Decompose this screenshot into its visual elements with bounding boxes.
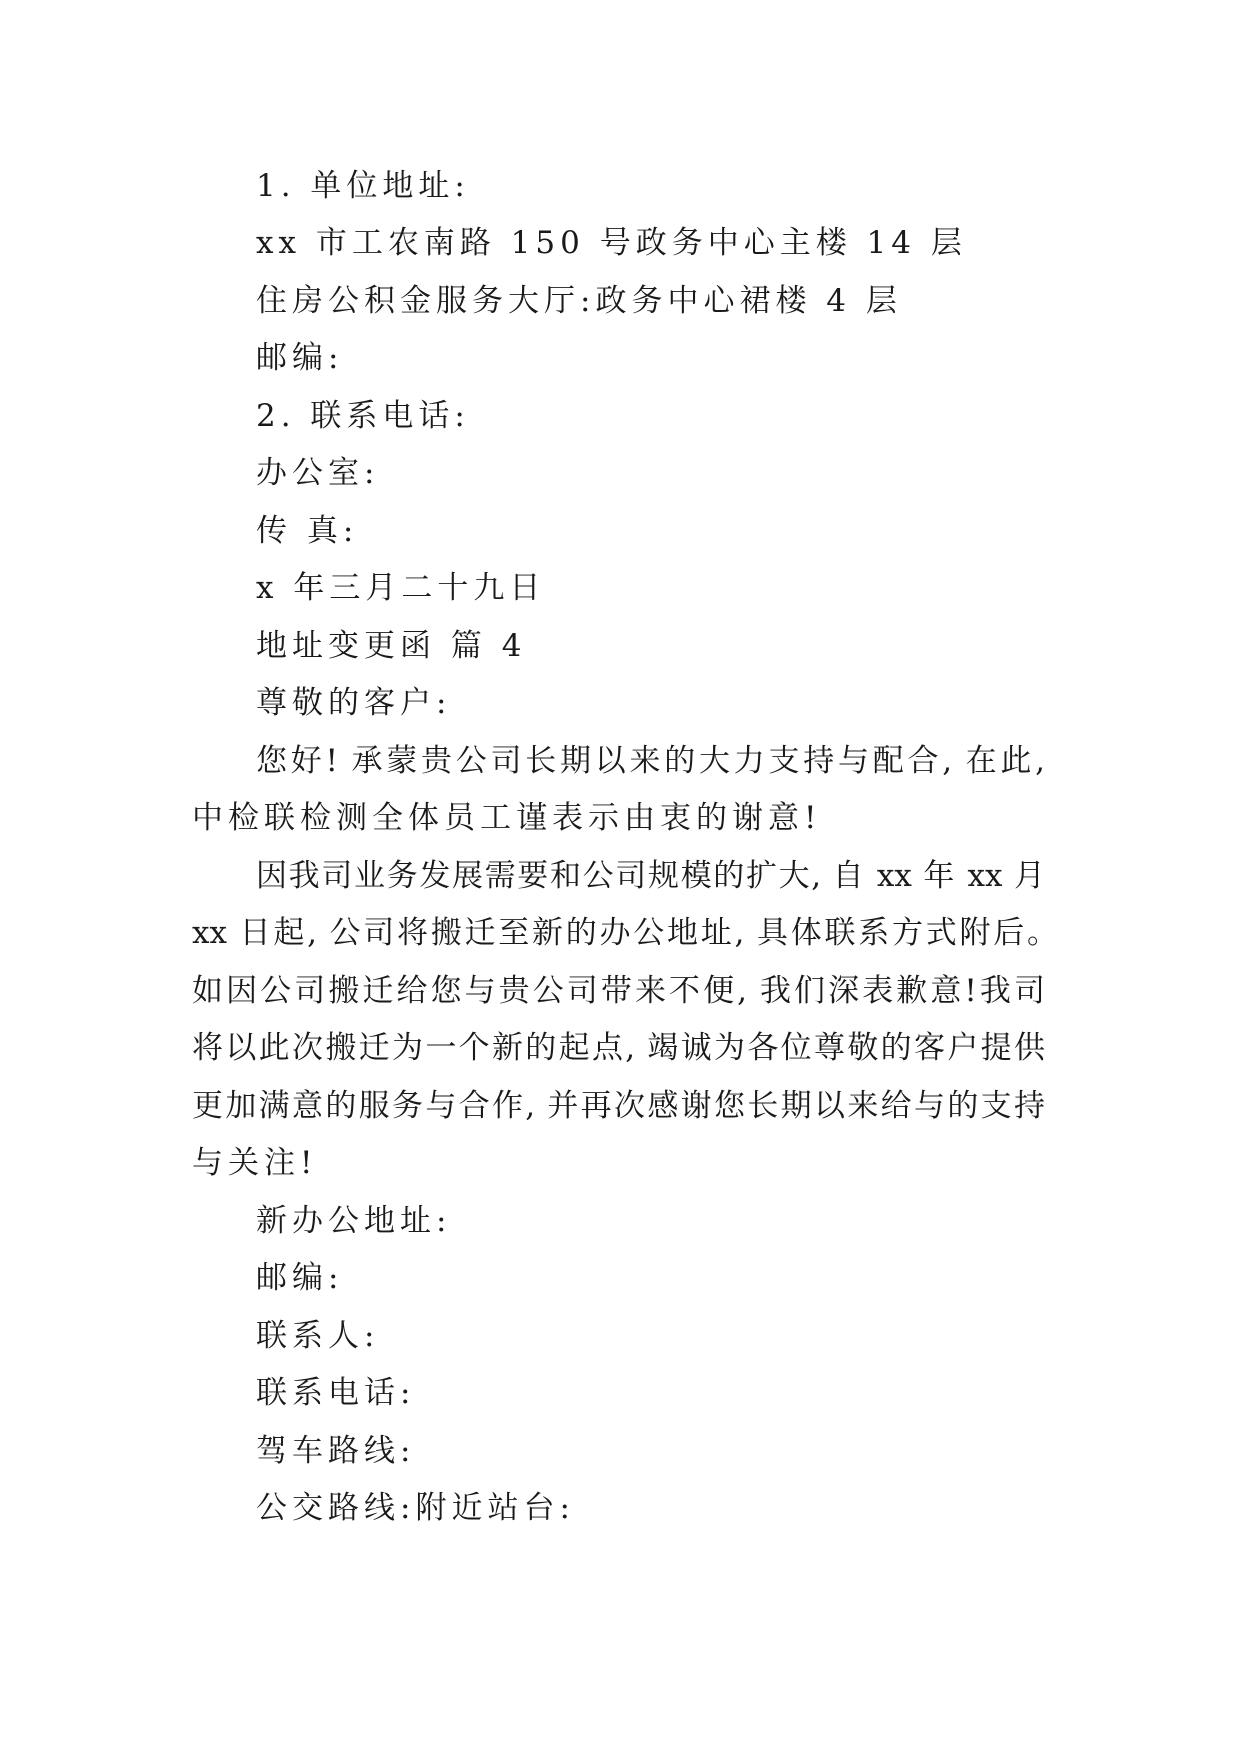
paragraph-line: 与关注! [192, 1145, 318, 1181]
contact-phone-label: 联系电话: [256, 1375, 416, 1411]
address-service-hall: 住房公积金服务大厅:政务中心裙楼 4 层 [256, 283, 902, 319]
address-main: xx 市工农南路 150 号政务中心主楼 14 层 [256, 225, 967, 261]
paragraph-line: 将以此次搬迁为一个新的起点, 竭诚为各位尊敬的客户提供 [192, 1030, 1045, 1066]
fax-label: 传 真: [256, 513, 359, 549]
new-postcode-label: 邮编: [256, 1260, 344, 1296]
letter-date: x 年三月二十九日 [256, 570, 546, 606]
paragraph-line: xx 日起, 公司将搬迁至新的办公地址, 具体联系方式附后。 [192, 915, 1058, 951]
phone-heading: 2. 联系电话: [256, 398, 470, 434]
paragraph-line: 因我司业务发展需要和公司规模的扩大, 自 xx 年 xx 月 [256, 858, 1045, 894]
salutation: 尊敬的客户: [256, 685, 452, 721]
paragraph-line: 中检联检测全体员工谨表示由衷的谢意! [192, 800, 822, 836]
paragraph-line: 如因公司搬迁给您与贵公司带来不便, 我们深表歉意!我司 [192, 973, 1045, 1009]
driving-route-label: 驾车路线: [256, 1433, 416, 1469]
contact-person-label: 联系人: [256, 1318, 380, 1354]
bus-route-label: 公交路线:附近站台: [256, 1490, 575, 1526]
address-heading: 1. 单位地址: [256, 168, 470, 204]
new-address-label: 新办公地址: [256, 1203, 452, 1239]
paragraph-line: 您好! 承蒙贵公司长期以来的大力支持与配合, 在此, [256, 743, 1045, 779]
section-title: 地址变更函 篇 4 [256, 628, 527, 664]
office-phone-label: 办公室: [256, 455, 380, 491]
paragraph-line: 更加满意的服务与合作, 并再次感谢您长期以来给与的支持 [192, 1088, 1045, 1124]
postcode-label: 邮编: [256, 340, 344, 376]
